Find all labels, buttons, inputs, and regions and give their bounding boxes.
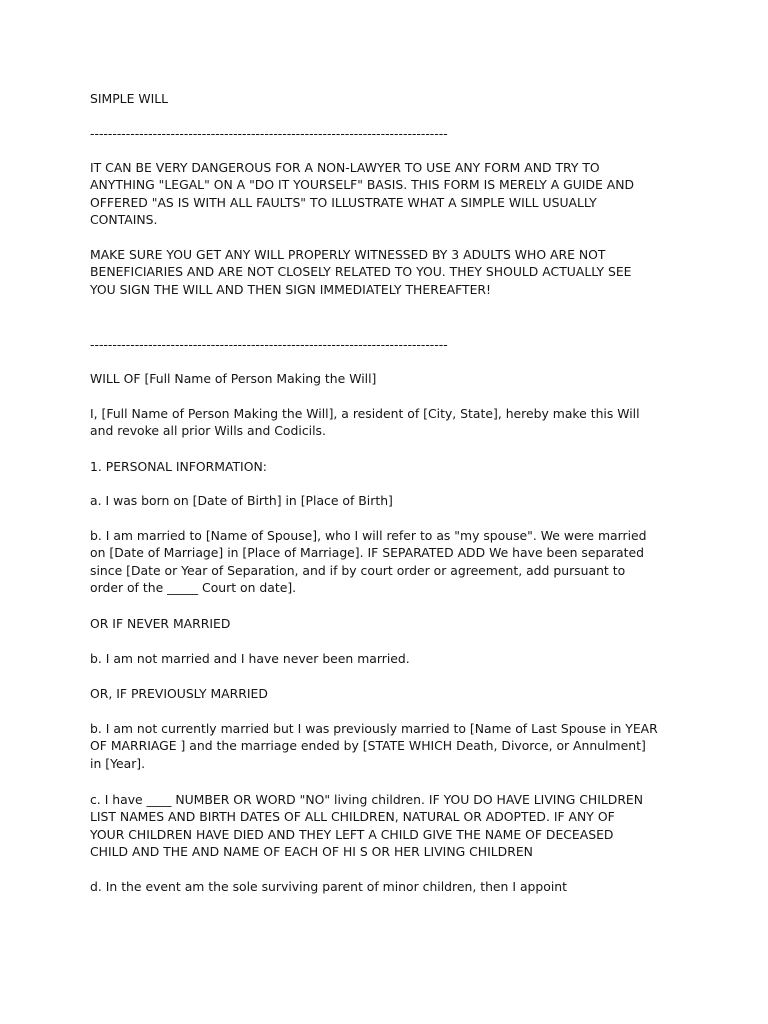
paragraph-line: b. I am not currently married but I was previously married to [Name of Last Spouse in YEAR <box>90 721 658 736</box>
paragraph-line: YOU SIGN THE WILL AND THEN SIGN IMMEDIATELY THEREAFTER! <box>90 281 492 297</box>
divider: -------------------------------------------------------------------------------- <box>90 126 448 141</box>
paragraph-line: b. I am married to [Name of Spouse], who I will refer to as "my spouse". We were married <box>90 528 647 543</box>
item-a: a. I was born on [Date of Birth] in [Place of Birth] <box>90 493 393 508</box>
paragraph-line: IT CAN BE VERY DANGEROUS FOR A NON-LAWYER TO USE ANY FORM AND TRY TO <box>90 160 600 175</box>
will-heading: WILL OF [Full Name of Person Making the Will] <box>90 371 377 386</box>
paragraph-line: LIST NAMES AND BIRTH DATES OF ALL CHILDREN, NATURAL OR ADOPTED. IF ANY OF <box>90 809 615 825</box>
section-heading: 1. PERSONAL INFORMATION: <box>90 459 267 474</box>
paragraph-line: in [Year]. <box>90 755 146 771</box>
paragraph-line: YOUR CHILDREN HAVE DIED AND THEY LEFT A CHILD GIVE THE NAME OF DECEASED <box>90 826 614 842</box>
item-b-previous <box>90 720 690 772</box>
paragraph-line: I, [Full Name of Person Making the Will], a resident of [City, State], hereby make this Will <box>90 406 640 421</box>
paragraph-line: since [Date or Year of Separation, and if by court order or agreement, add pursuant to <box>90 562 626 578</box>
paragraph-line: ANYTHING "LEGAL" ON A "DO IT YOURSELF" BASIS. THIS FORM IS MERELY A GUIDE AND <box>90 177 635 193</box>
paragraph-line: OFFERED "AS IS WITH ALL FAULTS" TO ILLUSTRATE WHAT A SIMPLE WILL USUALLY <box>90 194 597 210</box>
paragraph-line: and revoke all prior Wills and Codicils. <box>90 423 326 439</box>
paragraph-line: MAKE SURE YOU GET ANY WILL PROPERLY WITNESSED BY 3 ADULTS WHO ARE NOT <box>90 247 606 262</box>
or-previously-married: OR, IF PREVIOUSLY MARRIED <box>90 686 268 701</box>
item-b-married <box>90 527 690 597</box>
paragraph-line: CHILD AND THE AND NAME OF EACH OF HI S OR HER LIVING CHILDREN <box>90 844 533 860</box>
paragraph-line: order of the _____ Court on date]. <box>90 580 297 596</box>
intro-paragraph <box>90 405 690 440</box>
paragraph-line: CONTAINS. <box>90 212 158 228</box>
item-d: d. In the event am the sole surviving parent of minor children, then I appoint <box>90 879 567 894</box>
warning-paragraph <box>90 159 690 229</box>
divider: -------------------------------------------------------------------------------- <box>90 337 448 352</box>
paragraph-line: c. I have ____ NUMBER OR WORD "NO" living children. IF YOU DO HAVE LIVING CHILDREN <box>90 792 644 807</box>
witness-paragraph <box>90 246 690 298</box>
document-title: SIMPLE WILL <box>90 91 169 106</box>
or-never-married: OR IF NEVER MARRIED <box>90 616 231 631</box>
item-c <box>90 791 690 861</box>
paragraph-line: on [Date of Marriage] in [Place of Marriage]. IF SEPARATED ADD We have been separated <box>90 545 644 561</box>
item-b-never: b. I am not married and I have never been married. <box>90 651 410 666</box>
paragraph-line: OF MARRIAGE ] and the marriage ended by [STATE WHICH Death, Divorce, or Annulment] <box>90 738 646 754</box>
paragraph-line: BENEFICIARIES AND ARE NOT CLOSELY RELATED TO YOU. THEY SHOULD ACTUALLY SEE <box>90 264 632 280</box>
